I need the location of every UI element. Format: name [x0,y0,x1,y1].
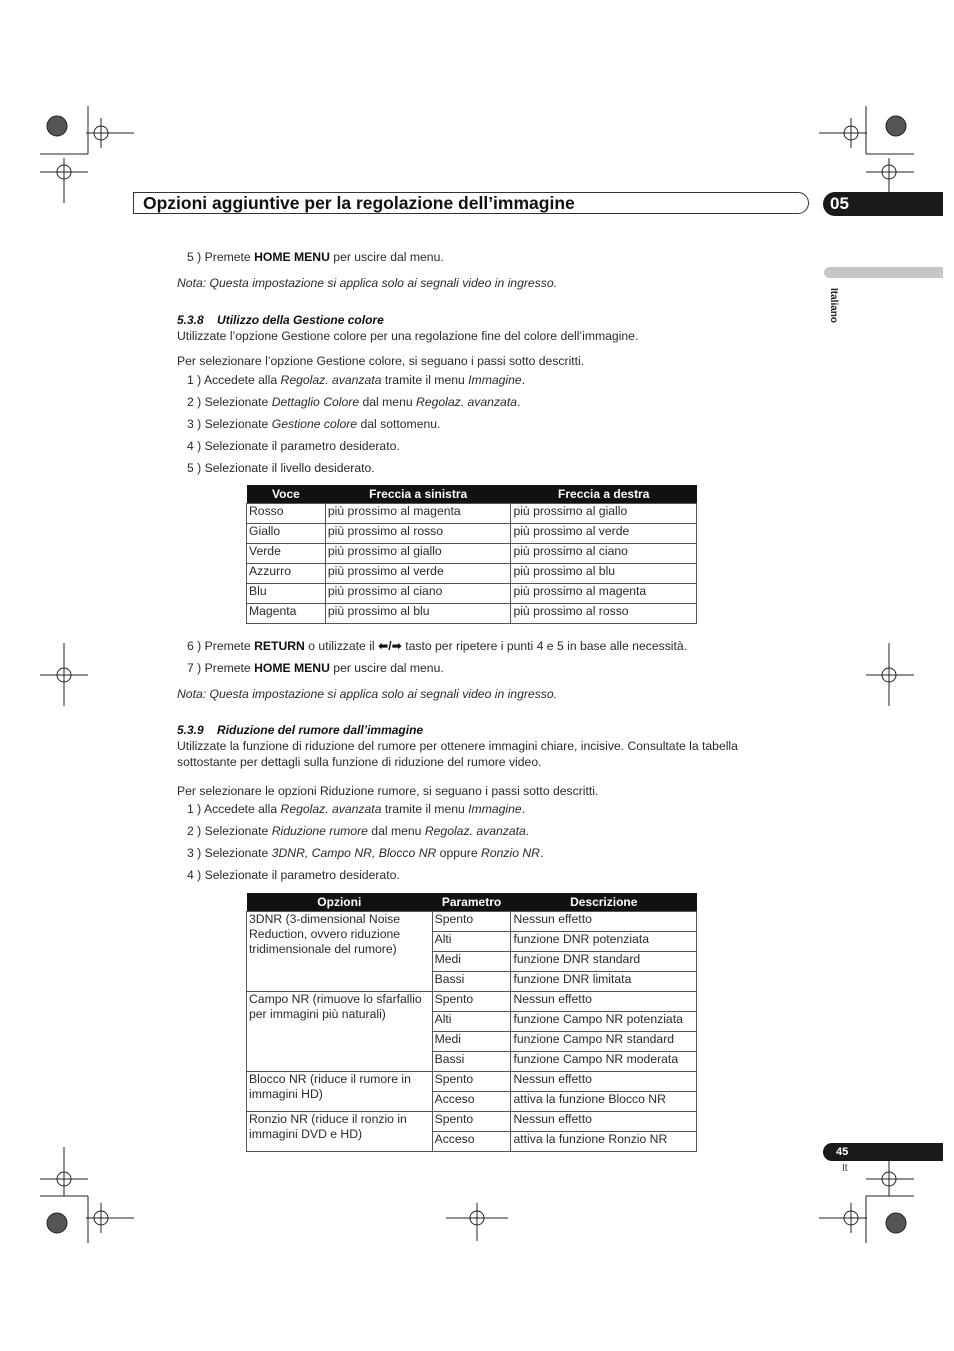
table-header: Freccia a sinistra [325,485,511,504]
section-539-step-4: 4 ) Selezionate il parametro desiderato. [187,868,400,882]
table-cell-option: Campo NR (rimuove lo sfarfallio per immagini più naturali) [247,992,433,1072]
table-cell: più prossimo al ciano [325,584,511,604]
table-cell: Blu [247,584,326,604]
table-cell-option: 3DNR (3-dimensional Noise Reduction, ovvero riduzione tridimensionale del rumore) [247,912,433,992]
table-cell: Nessun effetto [511,1072,697,1092]
language-label: Italiano [828,288,839,324]
table-cell: Medi [432,952,511,972]
table-row [247,584,697,604]
table-cell: più prossimo al blu [511,564,697,584]
table-row [247,912,697,932]
table-row [247,1112,697,1132]
table-cell: più prossimo al giallo [325,544,511,564]
intro-note: Nota: Questa impostazione si applica solo ai segnali video in ingresso. [177,276,558,290]
table-header: Opzioni [247,893,433,912]
color-management-table [246,485,697,624]
table-cell: Acceso [432,1092,511,1112]
chapter-number: 05 [830,194,849,213]
table-cell: Bassi [432,1052,511,1072]
table-cell: Medi [432,1032,511,1052]
section-538-step-1: 1 ) Accedete alla Regolaz. avanzata tramite il menu Immagine. [187,373,526,387]
table-header: Parametro [432,893,511,912]
section-538-steps-intro: Per selezionare l’opzione Gestione colore, si seguano i passi sotto descritti. [177,354,585,368]
table-cell: Verde [247,544,326,564]
table-row [247,992,697,1012]
table-cell: Spento [432,1112,511,1132]
table-row [247,504,697,524]
table-row [247,564,697,584]
table-cell: Alti [432,932,511,952]
section-538-step-6: 6 ) Premete RETURN o utilizzate il ⬅/➡ tasto per ripetere i punti 4 e 5 in base alle necessità. [187,639,688,653]
table-cell: Nessun effetto [511,1112,697,1132]
table-header: Freccia a destra [511,485,697,504]
table-cell: Giallo [247,524,326,544]
table-cell: Alti [432,1012,511,1032]
table-cell: più prossimo al verde [511,524,697,544]
intro-step-5: 5 ) Premete HOME MENU per uscire dal menu. [187,250,444,264]
arrow-left-right-icon: ⬅/➡ [378,639,402,653]
section-538-heading: 5.3.8 Utilizzo della Gestione colore [177,313,384,327]
table-cell: Nessun effetto [511,992,697,1012]
section-538-step-3: 3 ) Selezionate Gestione colore dal sottomenu. [187,417,441,431]
table-cell: funzione DNR standard [511,952,697,972]
table-header-row [247,485,697,504]
table-row [247,524,697,544]
table-cell: Acceso [432,1132,511,1152]
section-539-steps-intro: Per selezionare le opzioni Riduzione rumore, si seguano i passi sotto descritti. [177,784,599,798]
table-header: Voce [247,485,326,504]
table-cell: Bassi [432,972,511,992]
page-language-code: It [842,1163,848,1174]
table-cell: più prossimo al magenta [325,504,511,524]
section-539-heading: 5.3.9 Riduzione del rumore dall’immagine [177,723,424,737]
table-cell: più prossimo al rosso [511,604,697,624]
table-cell: attiva la funzione Blocco NR [511,1092,697,1112]
table-cell: funzione DNR limitata [511,972,697,992]
table-cell: Rosso [247,504,326,524]
table-header: Descrizione [511,893,697,912]
language-tab [824,267,943,278]
table-cell: più prossimo al giallo [511,504,697,524]
noise-reduction-table [246,893,697,1152]
section-539-step-2: 2 ) Selezionate Riduzione rumore dal menu Regolaz. avanzata. [187,824,530,838]
section-538-step-4: 4 ) Selezionate il parametro desiderato. [187,439,400,453]
section-539-step-3: 3 ) Selezionate 3DNR, Campo NR, Blocco NR oppure Ronzio NR. [187,846,544,860]
table-cell-option: Ronzio NR (riduce il ronzio in immagini DVD e HD) [247,1112,433,1152]
table-cell: Spento [432,1072,511,1092]
table-row [247,1072,697,1092]
section-538-step-2: 2 ) Selezionate Dettaglio Colore dal menu Regolaz. avanzata. [187,395,521,409]
table-cell: attiva la funzione Ronzio NR [511,1132,697,1152]
section-538-step-7: 7 ) Premete HOME MENU per uscire dal menu. [187,661,444,675]
table-cell: Spento [432,912,511,932]
table-cell: Azzurro [247,564,326,584]
section-538-note: Nota: Questa impostazione si applica solo ai segnali video in ingresso. [177,687,558,701]
table-cell: più prossimo al rosso [325,524,511,544]
section-538-step-5: 5 ) Selezionate il livello desiderato. [187,461,375,475]
table-cell: più prossimo al ciano [511,544,697,564]
section-539-intro: Utilizzate la funzione di riduzione del rumore per ottenere immagini chiare, incisive. Consultate la tabella sottostante per dettagli sulla funzione di riduzione del rumore video. [177,739,738,769]
table-cell-option: Blocco NR (riduce il rumore in immagini HD) [247,1072,433,1112]
table-cell: Magenta [247,604,326,624]
table-header-row [247,893,697,912]
table-cell: funzione Campo NR potenziata [511,1012,697,1032]
section-538-intro: Utilizzate l’opzione Gestione colore per una regolazione fine del colore dell’immagine. [177,329,639,343]
table-row [247,544,697,564]
table-cell: più prossimo al blu [325,604,511,624]
section-539-step-1: 1 ) Accedete alla Regolaz. avanzata tramite il menu Immagine. [187,802,526,816]
table-cell: più prossimo al verde [325,564,511,584]
table-cell: Nessun effetto [511,912,697,932]
table-cell: funzione Campo NR standard [511,1032,697,1052]
table-cell: funzione Campo NR moderata [511,1052,697,1072]
page-title: Opzioni aggiuntive per la regolazione dell’immagine [143,193,575,213]
table-cell: più prossimo al magenta [511,584,697,604]
table-cell: funzione DNR potenziata [511,932,697,952]
page-number: 45 [836,1146,849,1158]
table-cell: Spento [432,992,511,1012]
table-row [247,604,697,624]
